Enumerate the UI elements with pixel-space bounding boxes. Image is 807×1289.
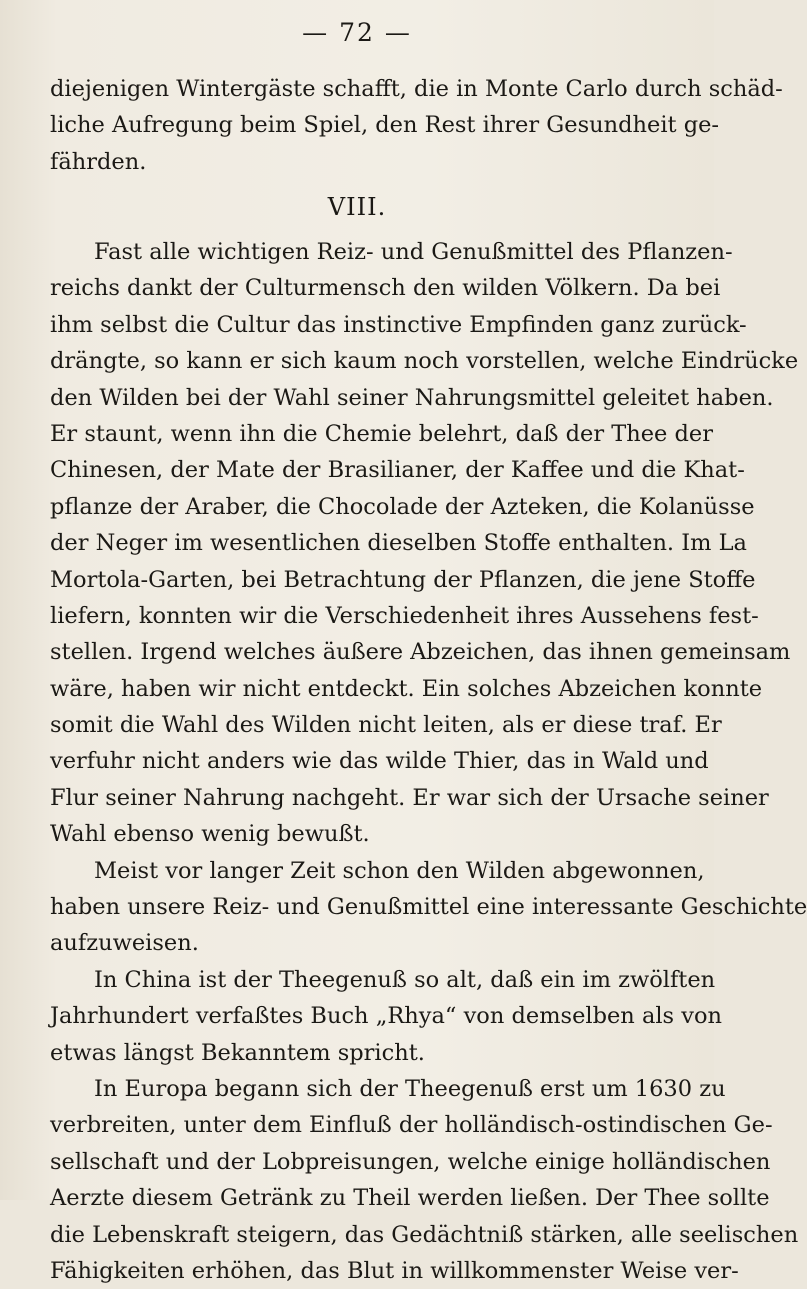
section-heading: VIII. [327,193,387,221]
text-line: stellen. Irgend welches äußere Abzeichen, das ihnen gemeinsam [50,639,791,666]
text-line: der Neger im wesentlichen dieselben Stoffe enthalten. Im La [50,530,747,557]
text-line: Aerzte diesem Getränk zu Theil werden ließen. Der Thee sollte [50,1185,770,1212]
text-line: liche Aufregung beim Spiel, den Rest ihrer Gesundheit ge- [50,112,720,139]
text-line: den Wilden bei der Wahl seiner Nahrungsmittel geleitet haben. [50,384,774,411]
text-line: Er staunt, wenn ihn die Chemie belehrt, daß der Thee der [50,420,713,447]
text-line: verbreiten, unter dem Einfluß der holländisch-ostindischen Ge- [50,1112,773,1139]
text-line: In China ist der Theegenuß so alt, daß ein im zwölften [94,966,716,993]
text-line: Wahl ebenso wenig bewußt. [50,821,370,848]
text-line: Mortola-Garten, bei Betrachtung der Pflanzen, die jene Stoffe [50,566,756,593]
text-line: somit die Wahl des Wilden nicht leiten, als er diese traf. Er [50,712,722,739]
text-line: liefern, konnten wir die Verschiedenheit ihres Aussehens fest- [50,602,759,629]
text-line: Fähigkeiten erhöhen, das Blut in willkommenster Weise ver- [50,1257,739,1284]
text-line: wäre, haben wir nicht entdeckt. Ein solches Abzeichen konnte [50,675,763,702]
text-line: In Europa begann sich der Theegenuß erst um 1630 zu [94,1075,726,1102]
text-line: verfuhr nicht anders wie das wilde Thier, das in Wald und [50,748,709,775]
text-line: Jahrhundert verfaßtes Buch „Rhya“ von demselben als von [50,1003,723,1030]
text-line: drängte, so kann er sich kaum noch vorstellen, welche Eindrücke [50,348,799,375]
text-line: Flur seiner Nahrung nachgeht. Er war sich der Ursache seiner [50,784,769,811]
text-line: ihm selbst die Cultur das instinctive Empfinden ganz zurück- [50,311,747,338]
text-line: reichs dankt der Culturmensch den wilden Völkern. Da bei [50,275,721,302]
text-line: Meist vor langer Zeit schon den Wilden abgewonnen, [94,857,705,884]
text-line: pflanze der Araber, die Chocolade der Azteken, die Kolanüsse [50,493,755,520]
text-line: die Lebenskraft steigern, das Gedächtniß stärken, alle seelischen [50,1221,799,1248]
text-line: haben unsere Reiz- und Genußmittel eine interessante Geschichte [50,894,807,921]
text-line: aufzuweisen. [50,930,199,957]
text-line: sellschaft und der Lobpreisungen, welche einige holländischen [50,1148,771,1175]
paragraph-continuation [50,71,783,180]
text-line: fährden. [50,148,147,175]
text-line: etwas längst Bekanntem spricht. [50,1039,425,1066]
text-line: Chinesen, der Mate der Brasilianer, der Kaffee und die Khat- [50,457,745,484]
text-line: Fast alle wichtigen Reiz- und Genußmittel des Pflanzen- [94,239,733,265]
page-number: — 72 — [302,18,412,47]
text-line: diejenigen Wintergäste schafft, die in Monte Carlo durch schäd- [50,76,783,102]
section-body [50,234,807,1289]
